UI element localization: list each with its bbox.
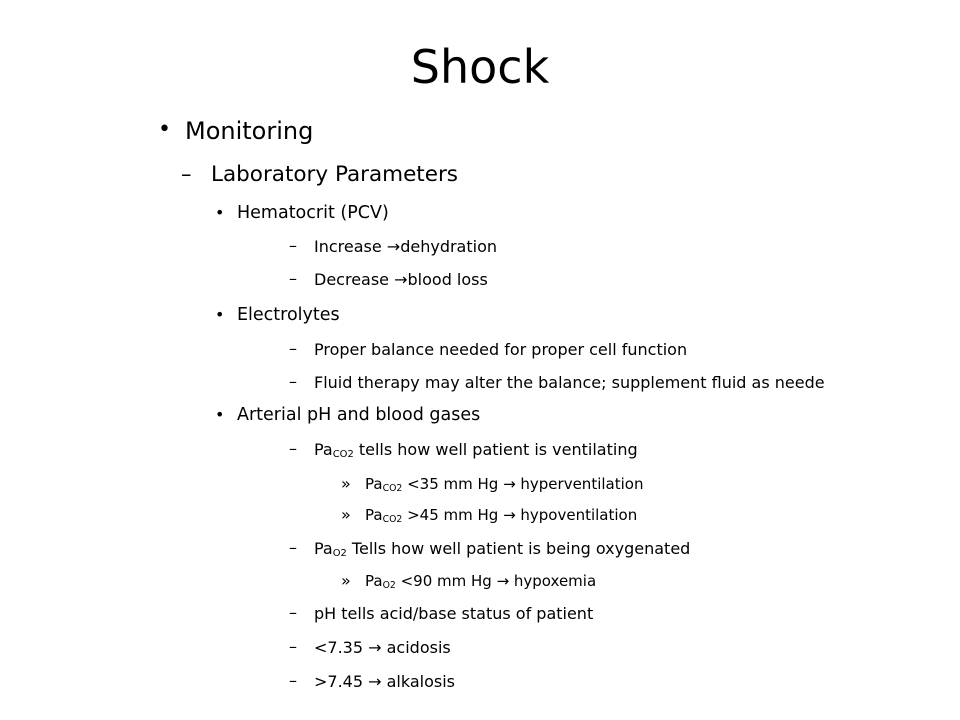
item-paco2-hyperventilation: $Pa_{CO2} <35$ mm Hg → hyperventilation bbox=[365, 475, 644, 495]
subheading-laboratory-parameters: Laboratory Parameters bbox=[211, 162, 459, 187]
dash-marker: – bbox=[181, 162, 192, 186]
subscript: CO2 bbox=[382, 483, 403, 495]
dash-marker: – bbox=[289, 339, 297, 358]
bullet-marker: • bbox=[215, 203, 225, 222]
item-alkalosis: >7.45 → alkalosis bbox=[314, 672, 455, 691]
item-arterial-ph: Arterial pH and blood gases bbox=[237, 405, 481, 425]
dash-marker: – bbox=[289, 269, 297, 288]
slide-title: Shock bbox=[410, 40, 550, 94]
dash-marker: – bbox=[289, 671, 297, 690]
bullet-marker: • bbox=[158, 117, 171, 142]
item-ph-status: pH tells acid/base status of patient bbox=[314, 604, 594, 623]
item-hematocrit: Hematocrit (PCV) bbox=[237, 203, 389, 223]
item-paco2-ventilating: $Pa_{CO2}$ tells how well patient is ventilating bbox=[314, 440, 638, 461]
raquo-marker: » bbox=[341, 505, 351, 524]
dash-marker: – bbox=[289, 236, 297, 255]
item-increase-dehydration: Increase →dehydration bbox=[314, 237, 497, 256]
item-pao2-oxygenated: $Pa_{O2}$ Tells how well patient is being oxygenated bbox=[314, 539, 691, 560]
dash-marker: – bbox=[289, 538, 297, 557]
raquo-marker: » bbox=[341, 474, 351, 493]
heading-monitoring: Monitoring bbox=[185, 117, 314, 145]
item-acidosis: <7.35 → acidosis bbox=[314, 638, 451, 657]
item-pao2-hypoxemia: $Pa_{O2} <90$ mm Hg → hypoxemia bbox=[365, 572, 597, 592]
subscript: CO2 bbox=[332, 449, 354, 461]
raquo-marker: » bbox=[341, 571, 351, 590]
dash-marker: – bbox=[289, 637, 297, 656]
subscript: O2 bbox=[382, 580, 396, 592]
dash-marker: – bbox=[289, 603, 297, 622]
item-decrease-blood-loss: Decrease →blood loss bbox=[314, 270, 488, 289]
item-fluid-therapy: Fluid therapy may alter the balance; supplement fluid as neede bbox=[314, 373, 825, 392]
bullet-marker: • bbox=[215, 405, 225, 424]
item-proper-balance: Proper balance needed for proper cell function bbox=[314, 340, 688, 359]
item-electrolytes: Electrolytes bbox=[237, 305, 340, 325]
dash-marker: – bbox=[289, 439, 297, 458]
subscript: O2 bbox=[332, 548, 347, 560]
item-paco2-hypoventilation: $Pa_{CO2} >45$ mm Hg → hypoventilation bbox=[365, 506, 638, 526]
bullet-marker: • bbox=[215, 305, 225, 324]
dash-marker: – bbox=[289, 372, 297, 391]
subscript: CO2 bbox=[382, 514, 403, 526]
